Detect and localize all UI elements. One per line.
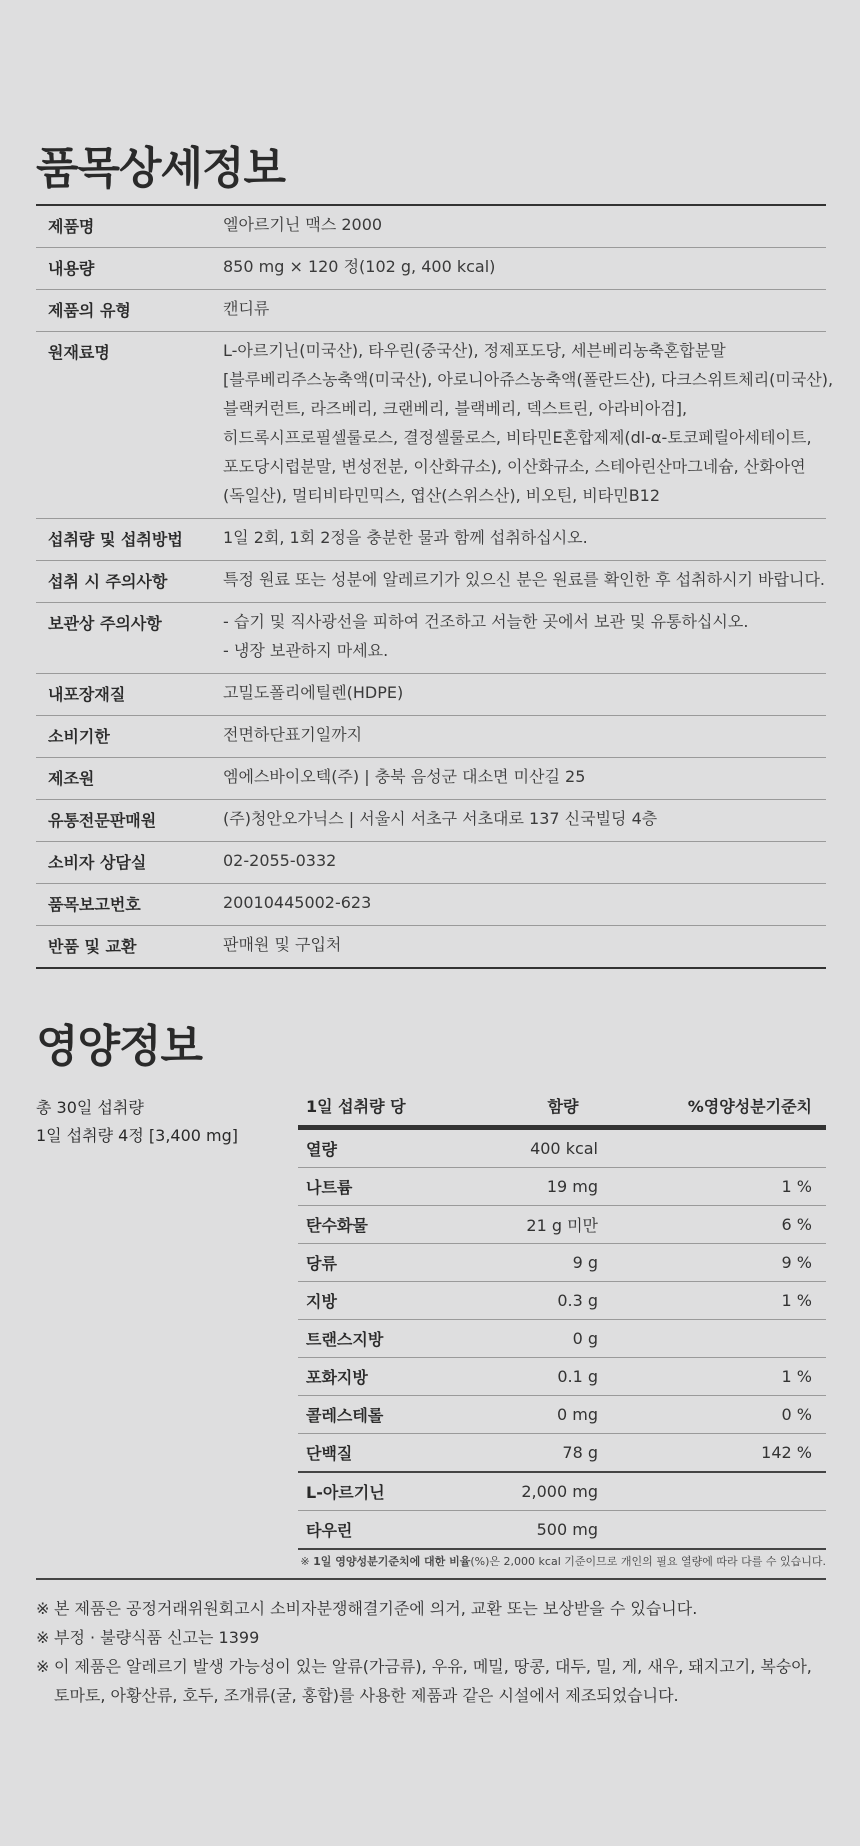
- header-amount: 함량: [547, 1096, 579, 1116]
- notes-list: [36, 1594, 826, 1710]
- header-per-serving: 1일 섭취량 당: [306, 1096, 406, 1116]
- nutrient-name: 타우린: [306, 1521, 353, 1540]
- detail-label: 제품명: [48, 217, 95, 236]
- detail-value-line: 전면하단표기일까지: [223, 725, 363, 744]
- detail-row: [36, 248, 826, 290]
- nutrition-row: [298, 1320, 826, 1358]
- nutrition-row: [298, 1434, 826, 1473]
- nutrient-amount: 400 kcal: [530, 1139, 598, 1158]
- nutrition-title: 영양정보: [36, 1021, 203, 1072]
- nutrient-daily-value: 1 %: [781, 1291, 812, 1310]
- detail-value: [223, 515, 826, 560]
- detail-value-line: 히드록시프로필셀룰로스, 결정셀룰로스, 비타민E혼합제제(dl-α-토코페릴아세테이트,: [223, 428, 812, 447]
- detail-label: 내용량: [48, 259, 95, 278]
- detail-row: [36, 561, 826, 603]
- detail-label: 유통전문판매원: [48, 811, 157, 830]
- nutrient-name: 탄수화물: [306, 1216, 368, 1235]
- detail-value-line: 1일 2회, 1회 2정을 충분한 물과 함께 섭취하십시오.: [223, 528, 588, 547]
- detail-value: [223, 202, 826, 247]
- nutrient-daily-value: 1 %: [781, 1367, 812, 1386]
- footnote-mark: ※: [300, 1555, 310, 1568]
- nutrient-name: 당류: [306, 1254, 337, 1273]
- nutrient-amount: 0 g: [572, 1329, 598, 1348]
- detail-value: [223, 796, 826, 841]
- detail-label: 품목보고번호: [48, 895, 141, 914]
- nutrient-daily-value: 142 %: [761, 1443, 812, 1462]
- nutrition-row: [298, 1130, 826, 1168]
- nutrient-amount: 78 g: [562, 1443, 598, 1462]
- nutrient-amount: 19 mg: [546, 1177, 598, 1196]
- detail-value: [223, 557, 826, 602]
- detail-row: [36, 716, 826, 758]
- serving-info: [36, 1094, 238, 1150]
- header-daily-value: %영양성분기준치: [687, 1096, 812, 1116]
- nutrition-row: [298, 1396, 826, 1434]
- note-text: 본 제품은 공정거래위원회고시 소비자분쟁해결기준에 의거, 교환 또는 보상받을 수 있습니다.: [54, 1599, 698, 1618]
- detail-value-line: 블랙커런트, 라즈베리, 크랜베리, 블랙베리, 덱스트린, 아라비아검],: [223, 399, 688, 418]
- serving-total: 총 30일 섭취량: [36, 1098, 144, 1117]
- detail-row: [36, 290, 826, 332]
- detail-value: [223, 328, 833, 518]
- detail-row: [36, 332, 834, 519]
- nutrient-name: 나트륨: [306, 1178, 353, 1197]
- detail-value-line: 판매원 및 구입처: [223, 935, 342, 954]
- nutrient-amount: 0.1 g: [557, 1367, 598, 1386]
- product-detail-title: 품목상세정보: [36, 143, 286, 194]
- detail-value-line: 엘아르기닌 맥스 2000: [223, 215, 383, 234]
- detail-value-line: 엠에스바이오텍(주) | 충북 음성군 대소면 미산길 25: [223, 767, 586, 786]
- detail-value-line: 포도당시럽분말, 변성전분, 이산화규소), 이산화규소, 스테아린산마그네슘, 산화아연: [223, 457, 806, 476]
- note-mark: ※: [36, 1599, 50, 1618]
- note-mark: ※: [36, 1628, 50, 1647]
- nutrient-daily-value: 1 %: [781, 1177, 812, 1196]
- detail-value-line: [블루베리주스농축액(미국산), 아로니아쥬스농축액(폴란드산), 다크스위트체리(미국산),: [223, 370, 834, 389]
- detail-value-line: 850 mg × 120 정(102 g, 400 kcal): [223, 257, 496, 276]
- nutrient-daily-value: 6 %: [781, 1215, 812, 1234]
- nutrition-rows: [298, 1130, 826, 1550]
- detail-value-line: 특정 원료 또는 성분에 알레르기가 있으신 분은 원료를 확인한 후 섭취하시기 바랍니다.: [223, 570, 825, 589]
- note-mark: ※: [36, 1657, 50, 1676]
- detail-value: [223, 922, 826, 967]
- serving-daily: 1일 섭취량 4정 [3,400 mg]: [36, 1126, 239, 1145]
- nutrition-table-header: [298, 1085, 826, 1130]
- detail-label: 소비자 상담실: [48, 853, 147, 872]
- note-item: [36, 1652, 826, 1710]
- detail-label: 섭취량 및 섭취방법: [48, 530, 183, 549]
- nutrient-amount: 0.3 g: [557, 1291, 598, 1310]
- nutrition-row: [298, 1206, 826, 1244]
- detail-label: 소비기한: [48, 727, 110, 746]
- detail-value: [223, 712, 826, 757]
- nutrient-name: 포화지방: [306, 1368, 368, 1387]
- nutrient-daily-value: 9 %: [781, 1253, 812, 1272]
- detail-value: [223, 599, 826, 673]
- note-item: [36, 1594, 826, 1623]
- detail-row: [36, 519, 826, 561]
- detail-value-line: - 습기 및 직사광선을 피하여 건조하고 서늘한 곳에서 보관 및 유통하십시오.: [223, 612, 749, 631]
- note-text: 이 제품은 알레르기 발생 가능성이 있는 알류(가금류), 우유, 메밀, 땅콩, 대두, 밀, 게, 새우, 돼지고기, 복숭아, 토마토, 아황산류, 호두, 조개류(굴, 홍합)를 사용한 제품과 같은 시설에서 제조되었습니다.: [54, 1657, 812, 1705]
- note-item: [36, 1623, 826, 1652]
- detail-value: [223, 880, 826, 925]
- nutrient-name: 단백질: [306, 1444, 353, 1463]
- nutrient-amount: 21 g 미만: [526, 1216, 598, 1235]
- detail-row: [36, 674, 826, 716]
- nutrition-row: [298, 1473, 826, 1511]
- detail-value-line: (주)청안오가닉스 | 서울시 서초구 서초대로 137 신국빌딩 4층: [223, 809, 658, 828]
- detail-row: [36, 758, 826, 800]
- detail-row: [36, 884, 826, 926]
- detail-label: 제조원: [48, 769, 95, 788]
- notes-divider: [36, 1578, 826, 1580]
- detail-value: [223, 670, 826, 715]
- nutrient-amount: 500 mg: [536, 1520, 598, 1539]
- nutrient-daily-value: 0 %: [781, 1405, 812, 1424]
- detail-label: 반품 및 교환: [48, 937, 137, 956]
- nutrition-table: [298, 1085, 826, 1550]
- detail-value-line: 20010445002-623: [223, 893, 372, 912]
- nutrition-row: [298, 1358, 826, 1396]
- nutrition-footnote: [298, 1553, 826, 1569]
- product-detail-table: [36, 204, 834, 969]
- nutrient-name: 지방: [306, 1292, 337, 1311]
- detail-value-line: 고밀도폴리에틸렌(HDPE): [223, 683, 404, 702]
- detail-value-line: 02-2055-0332: [223, 851, 337, 870]
- detail-row: [36, 603, 826, 674]
- detail-value-line: L-아르기닌(미국산), 타우린(중국산), 정제포도당, 세븐베리농축혼합분말: [223, 341, 726, 360]
- detail-value: [223, 838, 826, 883]
- detail-row: [36, 926, 826, 967]
- detail-row: [36, 842, 826, 884]
- note-text: 부정 · 불량식품 신고는 1399: [54, 1628, 260, 1647]
- detail-value: [223, 244, 826, 289]
- nutrient-amount: 2,000 mg: [521, 1482, 598, 1501]
- nutrient-amount: 9 g: [572, 1253, 598, 1272]
- nutrient-name: 콜레스테롤: [306, 1406, 384, 1425]
- detail-value: [223, 286, 826, 331]
- detail-value-line: 캔디류: [223, 299, 270, 318]
- nutrient-name: 트랜스지방: [306, 1330, 384, 1349]
- nutrient-amount: 0 mg: [556, 1405, 598, 1424]
- detail-row: [36, 800, 826, 842]
- detail-row: [36, 206, 826, 248]
- detail-value-line: - 냉장 보관하지 마세요.: [223, 641, 389, 660]
- detail-label: 제품의 유형: [48, 301, 131, 320]
- footnote-bold: 1일 영양성분기준치에 대한 비율: [313, 1555, 471, 1568]
- nutrition-row: [298, 1168, 826, 1206]
- detail-label: 원재료명: [48, 343, 110, 362]
- nutrition-row: [298, 1511, 826, 1550]
- detail-label: 보관상 주의사항: [48, 614, 162, 633]
- detail-value-line: (독일산), 멀티비타민믹스, 엽산(스위스산), 비오틴, 비타민B12: [223, 486, 661, 505]
- detail-value: [223, 754, 826, 799]
- nutrient-name: L-아르기닌: [306, 1483, 385, 1502]
- nutrition-row: [298, 1282, 826, 1320]
- detail-label: 내포장재질: [48, 685, 126, 704]
- nutrient-name: 열량: [306, 1140, 337, 1159]
- footnote-rest: (%)은 2,000 kcal 기준이므로 개인의 필요 열량에 따라 다를 수 있습니다.: [470, 1555, 826, 1568]
- nutrition-row: [298, 1244, 826, 1282]
- detail-label: 섭취 시 주의사항: [48, 572, 168, 591]
